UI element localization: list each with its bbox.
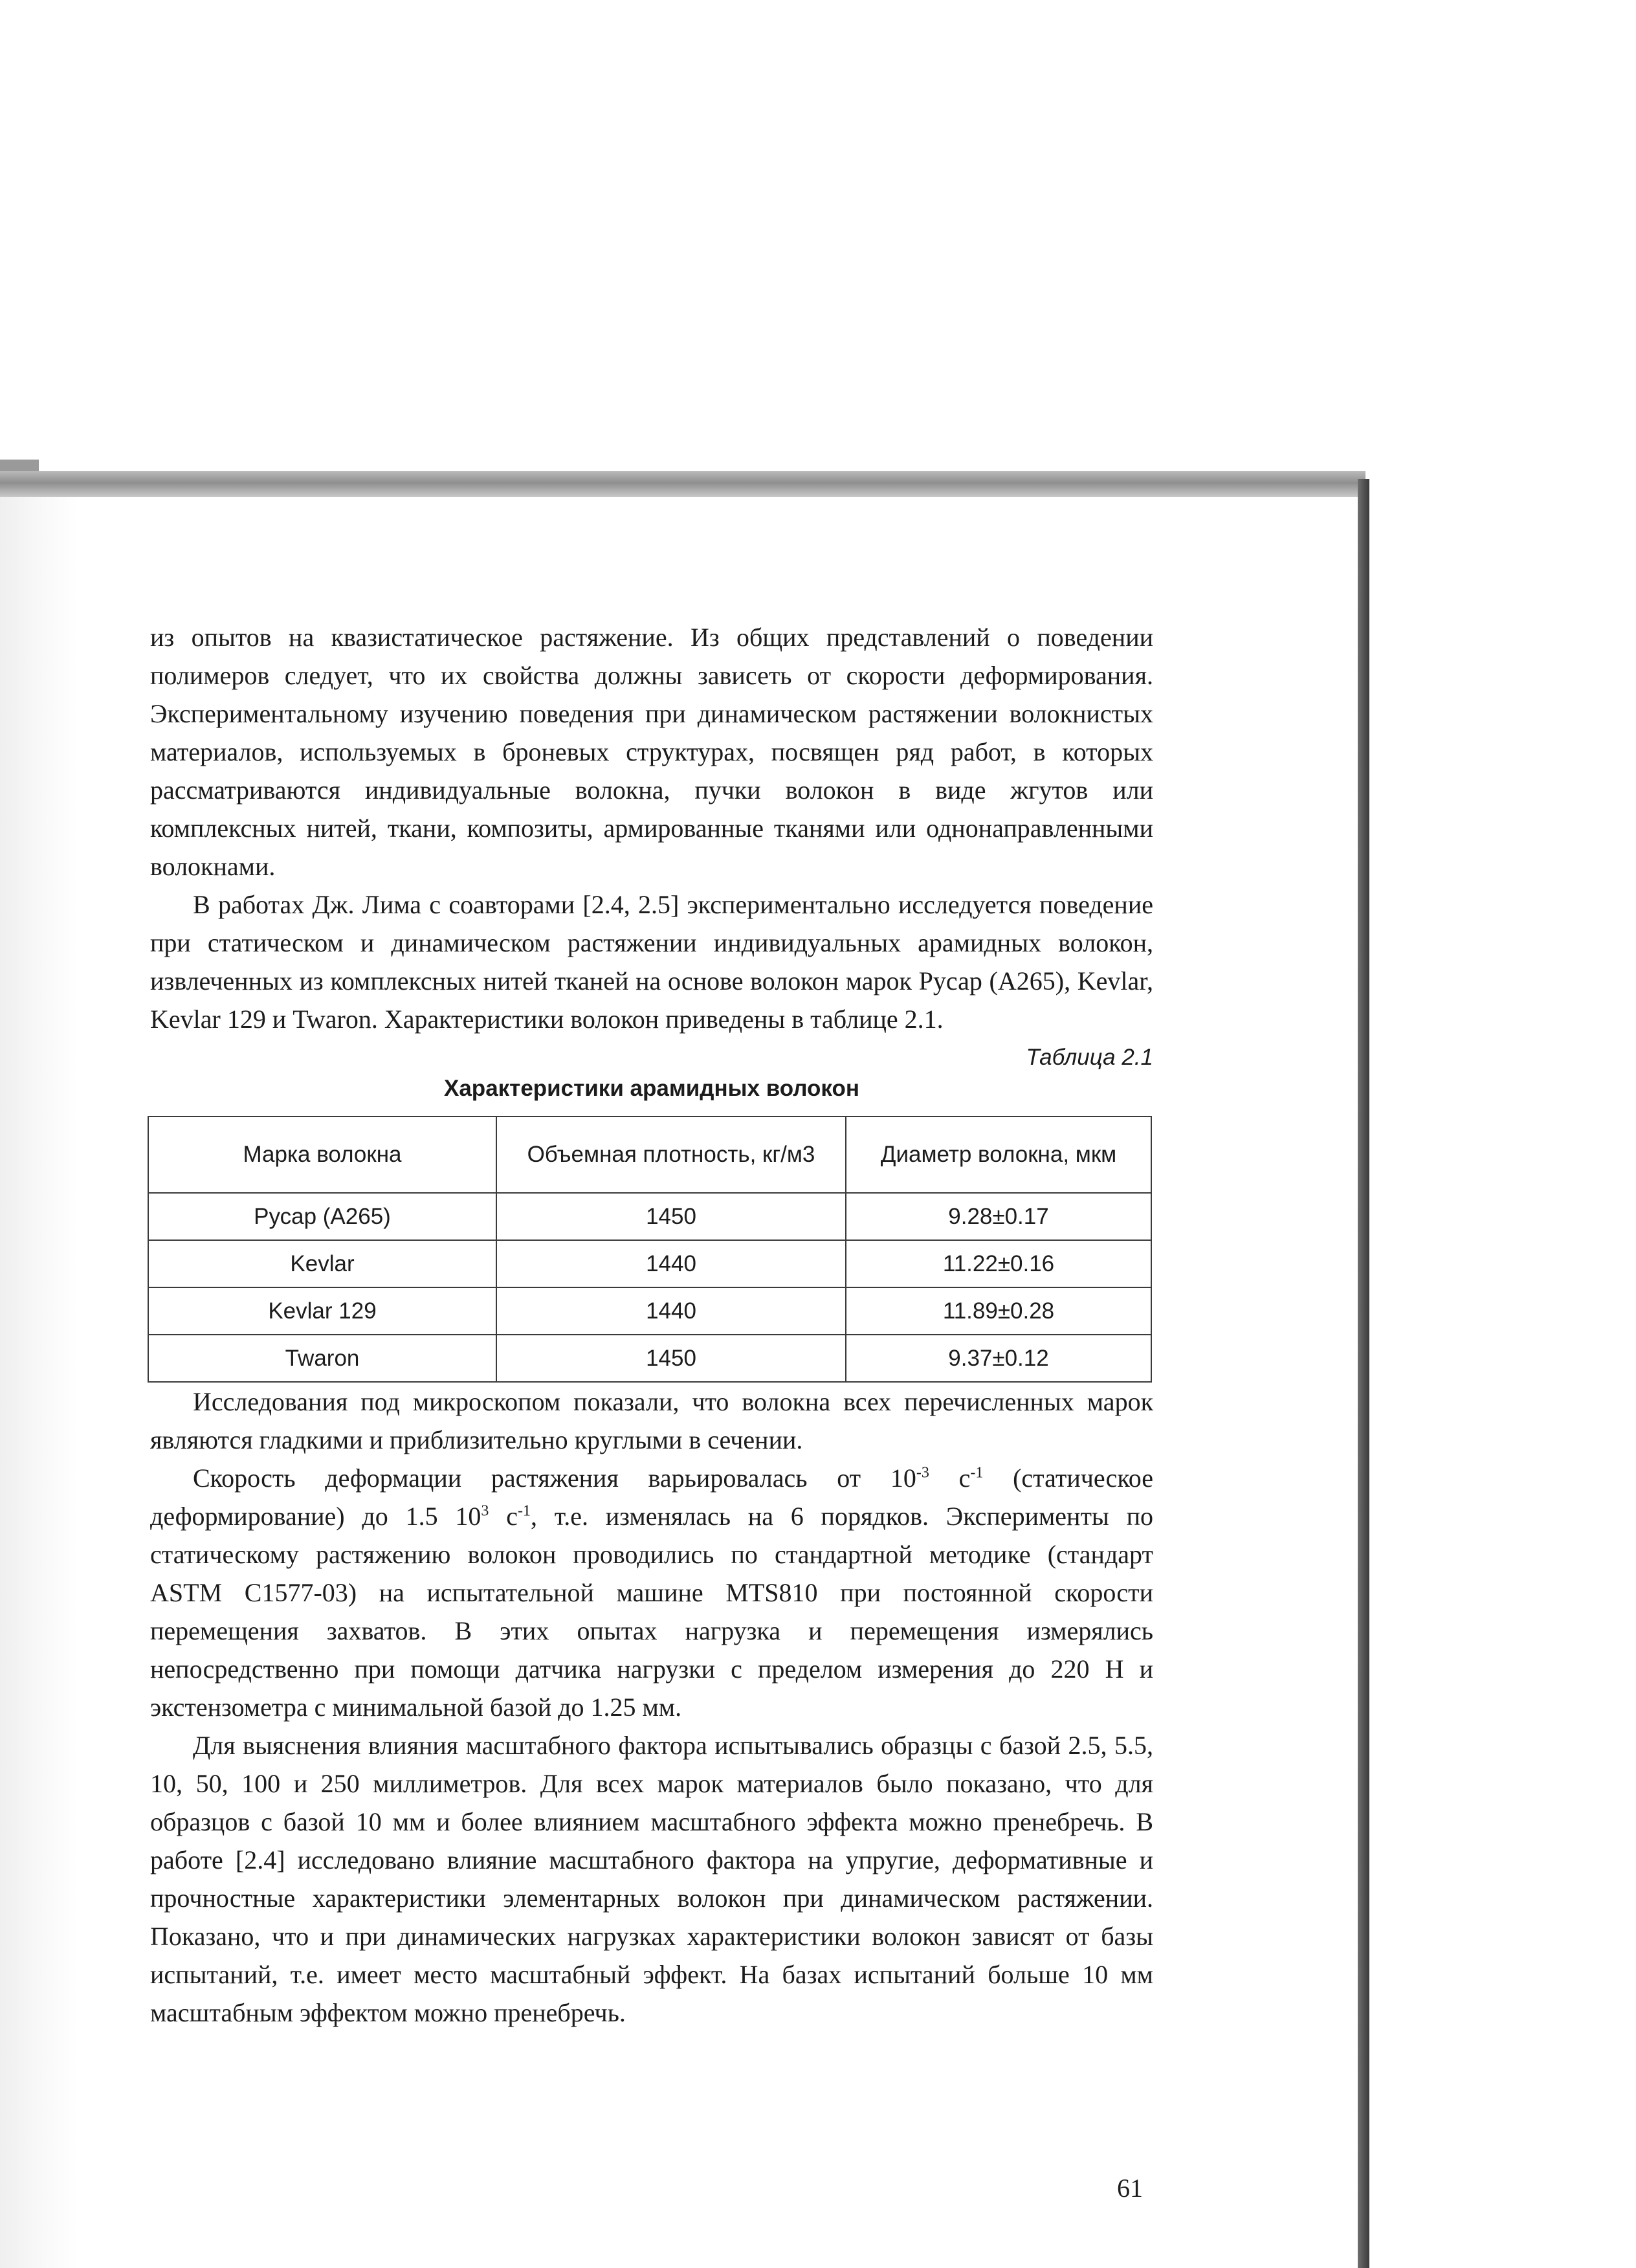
paragraph-5: Для выяснения влияния масштабного фактора испытывались образцы с базой 2.5, 5.5, 10, 50, 100 и 250 миллиметров. Для всех марок материалов было показано, что для образцов с базой 10 мм и более влиянием масштабного эффекта можно пренебречь. В работе [2.4] исследовано влияние масштабного фактора на упругие, деформативные и прочностные характеристики элементарных волокон при динамическом растяжении. Показано, что и при динамических нагрузках характеристики волокон зависят от базы испытаний, т.е. имеет место масштабный эффект. На базах испытаний больше 10 мм масштабным эффектом можно пренебречь. — [150, 1731, 1153, 2027]
page-number: 61 — [1117, 2174, 1143, 2203]
cell-brand: Kevlar — [148, 1240, 496, 1287]
page-edge-shadow — [1358, 479, 1369, 2268]
paragraph-4-text: (статическое деформирование) до 1.5 10 — [150, 1463, 1154, 1531]
paragraph-3: Исследования под микроскопом показали, что волокна всех перечисленных марок являются гладкими и приблизительно круглыми в сечении. — [150, 1387, 1153, 1454]
table-row — [148, 1287, 1151, 1335]
paragraph-4-text: , т.е. изменялась на 6 порядков. Эксперименты по статическому растяжению волокон проводились по стандартной методике (стандарт ASTM C1577-03) на испытательной машине MTS810 при постоянной скорости перемещения захватов. В этих опытах нагрузка и перемещения измерялись непосредственно при помощи датчика нагрузки с пределом измерения до 220 Н и экстензометра с минимальной базой до 1.25 мм. — [150, 1502, 1154, 1722]
cell-brand: Русар (А265) — [148, 1193, 496, 1240]
page-content — [150, 618, 1153, 2032]
exponent: -1 — [970, 1464, 984, 1482]
cell-density: 1440 — [496, 1240, 846, 1287]
cell-diameter: 9.37±0.12 — [846, 1335, 1151, 1382]
paragraph-4-text: с — [929, 1463, 971, 1493]
cell-diameter: 11.89±0.28 — [846, 1287, 1151, 1335]
table-header-row — [148, 1117, 1151, 1193]
exponent: 3 — [481, 1502, 489, 1520]
table-caption: Таблица 2.1 — [1026, 1045, 1153, 1070]
paragraph-1: из опытов на квазистатическое растяжение. Из общих представлений о поведении полимеров следует, что их свойства должны зависеть от скорости деформирования. Экспериментальному изучению поведения при динамическом растяжении волокнистых материалов, используемых в броневых структурах, посвящен ряд работ, в которых рассматриваются индивидуальные волокна, пучки волокон в виде жгутов или комплексных нитей, ткани, композиты, армированные тканями или однонаправленными волокнами. — [150, 623, 1153, 881]
cell-diameter: 11.22±0.16 — [846, 1240, 1151, 1287]
table-title: Характеристики арамидных волокон — [444, 1076, 859, 1101]
exponent: -1 — [517, 1502, 531, 1520]
fiber-properties-table — [148, 1116, 1152, 1383]
paragraph-4 — [150, 1459, 1153, 1726]
cell-density: 1440 — [496, 1287, 846, 1335]
cell-brand: Twaron — [148, 1335, 496, 1382]
header-fiber-brand: Марка волокна — [148, 1117, 496, 1193]
paragraph-4-text: Скорость деформации растяжения варьировалась от 10 — [193, 1463, 916, 1493]
paragraph-2: В работах Дж. Лима с соавторами [2.4, 2.5] экспериментально исследуется поведение при статическом и динамическом растяжении индивидуальных арамидных волокон, извлеченных из комплексных нитей тканей на основе волокон марок Русар (А265), Kevlar, Kevlar 129 и Twaron. Характеристики волокон приведены в таблице 2.1. — [150, 890, 1153, 1034]
header-density: Объемная плотность, кг/м3 — [496, 1117, 846, 1193]
cell-diameter: 9.28±0.17 — [846, 1193, 1151, 1240]
table-row — [148, 1193, 1151, 1240]
table-row — [148, 1240, 1151, 1287]
header-diameter: Диаметр волокна, мкм — [846, 1117, 1151, 1193]
cell-brand: Kevlar 129 — [148, 1287, 496, 1335]
scan-background — [1369, 479, 1636, 2268]
exponent: -3 — [916, 1464, 929, 1482]
paragraph-4-text: с — [489, 1502, 518, 1531]
cell-density: 1450 — [496, 1193, 846, 1240]
cell-density: 1450 — [496, 1335, 846, 1382]
page-shadow — [0, 497, 78, 2268]
scan-artifact-band — [0, 471, 1365, 497]
table-row — [148, 1335, 1151, 1382]
